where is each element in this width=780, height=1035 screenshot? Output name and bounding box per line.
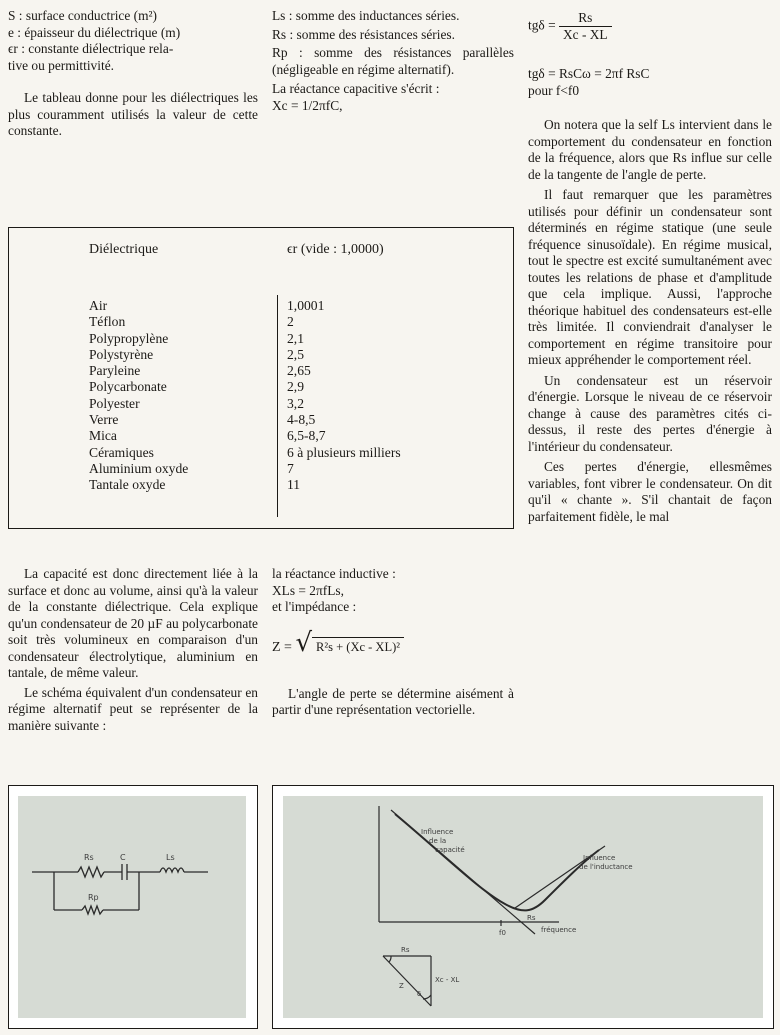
- reactance-intro: La réactance capacitive s'écrit :: [272, 81, 440, 96]
- label-frequence: fréquence: [541, 926, 577, 934]
- table-row-dielectric: Tantale oxyde: [89, 477, 166, 493]
- circuit-panel: [18, 796, 246, 1018]
- paragraph-capacity: La capacité est donc directement liée à la surface et donc au volume, ainsi qu'à la valeur de la constante diélectrique. Cela explique qu'un condensateur de 20 µF au polycarbonate soit très volumineux en comparaison d'un condensateur électrolytique, aluminium en tantale, de même valeur.: [8, 566, 258, 680]
- paragraph-vibration: Ces pertes d'énergie, ellesmêmes variables, font vibrer le condensateur. On dit qu'il « chante ». S'il chantait de façon parfaitement fidèle, le mal: [528, 459, 772, 524]
- paragraph-self: On notera que la self Ls intervient dans le comportement du condensateur en fonction de la fréquence, alors que Rs influe sur celle de la tangente de l'angle de perte.: [528, 117, 772, 182]
- table-row-value: 6,5-8,7: [287, 428, 326, 444]
- column-2-bottom: [272, 566, 514, 719]
- impedance-radicand: R²s + (Xc - XL)²: [312, 637, 404, 654]
- inductor-ls: [160, 868, 184, 872]
- graph-panel: [283, 796, 763, 1018]
- table-divider: [277, 295, 278, 517]
- definition-er: ϵr : constante diélectrique rela-: [8, 41, 174, 56]
- table-row-value: 2,5: [287, 346, 304, 362]
- sqrt-symbol: √: [295, 627, 313, 658]
- table-row-value: 11: [287, 477, 301, 493]
- label-vector-z: Z: [399, 982, 404, 990]
- eq1-lhs: tgδ =: [528, 17, 556, 33]
- impedance-formula: [272, 628, 514, 662]
- label-influence-capacite-1: Influence: [421, 828, 454, 836]
- column-1-top: [8, 8, 258, 140]
- angle-arc-top: [389, 956, 391, 962]
- table-row-dielectric: Verre: [89, 412, 119, 428]
- label-ls: Ls: [166, 853, 175, 862]
- table-row-value: 2,9: [287, 379, 304, 395]
- table-row-dielectric: Mica: [89, 428, 117, 444]
- circuit-figure: [8, 785, 258, 1029]
- table-row-value: 3,2: [287, 395, 304, 411]
- table-row-dielectric: Téflon: [89, 314, 126, 330]
- label-f0: f0: [499, 929, 506, 937]
- dielectric-table: [8, 227, 514, 529]
- table-row-value: 7: [287, 460, 294, 476]
- column-3: [528, 10, 772, 525]
- table-row-value: 2: [287, 314, 294, 330]
- loss-graph-figure: [272, 785, 774, 1029]
- definition-rp: Rp : somme des résistances parallèles (négligeable en régime alternatif).: [272, 45, 514, 77]
- table-row-dielectric: Paryleine: [89, 363, 141, 379]
- table-row-value: 2,1: [287, 330, 304, 346]
- table-row-value: 1,0001: [287, 298, 325, 313]
- table-header-permittivity: ϵr (vide : 1,0000): [287, 242, 384, 257]
- table-row-dielectric: Polystyrène: [89, 346, 154, 362]
- label-influence-inductance-1: Influence: [583, 854, 616, 862]
- reactance-formula: Xc = 1/2πfC,: [272, 97, 343, 113]
- eq1-fraction: [559, 10, 612, 43]
- intro-paragraph: Le tableau donne pour les diélectriques les plus couramment utilisés la valeur de cette constante.: [8, 90, 258, 138]
- definition-s: S : surface conductrice (m²): [8, 8, 158, 23]
- label-vector-x: Xc - XL: [435, 976, 460, 984]
- equivalent-circuit-diagram: [18, 796, 246, 1018]
- loss-equation-1: [528, 10, 772, 46]
- eq1-denominator: Xc - XL: [562, 27, 608, 42]
- definition-er-cont: tive ou permittivité.: [8, 57, 114, 73]
- label-influence-inductance-2: de l'inductance: [579, 863, 633, 871]
- label-vector-rs: Rs: [401, 946, 410, 954]
- table-row-dielectric: Aluminium oxyde: [89, 460, 189, 476]
- label-delta: δ: [417, 990, 422, 998]
- frequency-response-graph: [283, 796, 763, 1018]
- label-rp: Rp: [88, 893, 99, 902]
- impedance-intro: et l'impédance :: [272, 599, 357, 614]
- inductive-formula: XLs = 2πfLs,: [272, 582, 344, 598]
- label-influence-capacite-2: de la: [429, 837, 447, 845]
- label-rs: Rs: [84, 853, 94, 862]
- paragraph-angle: L'angle de perte se détermine aisément à partir d'une représentation vectorielle.: [272, 685, 514, 717]
- table-names-column: [89, 298, 188, 494]
- resistor-rp: [82, 906, 103, 914]
- table-row-value: 4-8,5: [287, 412, 316, 428]
- table-row-dielectric: Polyester: [89, 395, 140, 411]
- definition-rs: Rs : somme des résistances séries.: [272, 26, 455, 42]
- paragraph-schema: Le schéma équivalent d'un condensateur en régime alternatif peut se représenter de la manière suivante :: [8, 684, 258, 733]
- table-header-dielectric: Diélectrique: [89, 242, 159, 257]
- loss-equation-condition: pour f<f0: [528, 82, 580, 98]
- paragraph-static: Il faut remarquer que les paramètres utilisés pour définir un condensateur sont déterminés en régime statique (une seule fréquence sinusoïdale). En régime musical, tout le spectre est excité sumultanément avec toutes les relations de phase et d'amplitude que cela implique. Aussi, l'approche théorique habituel des condensateurs est-elle très limitée. Il conviendrait d'analyser le comportement en régime transitoire pour mieux appréhender le comportement réel.: [528, 187, 772, 367]
- label-influence-capacite-3: capacité: [435, 846, 465, 854]
- table-row-dielectric: Polypropylène: [89, 330, 169, 346]
- angle-arc-bottom: [423, 995, 431, 999]
- table-row-dielectric: Polycarbonate: [89, 379, 167, 395]
- inductive-intro: la réactance inductive :: [272, 566, 396, 581]
- impedance-lhs: Z =: [272, 639, 292, 655]
- eq1-numerator: Rs: [559, 10, 612, 27]
- definition-e: e : épaisseur du diélectrique (m): [8, 24, 181, 40]
- label-c: C: [120, 853, 126, 862]
- table-row-value: 6 à plusieurs milliers: [287, 444, 401, 460]
- table-row-dielectric: Air: [89, 298, 108, 313]
- column-1-bottom: [8, 566, 258, 734]
- table-row-value: 2,65: [287, 363, 311, 379]
- column-2-top: [272, 8, 514, 114]
- table-values-column: [287, 298, 401, 494]
- definition-ls: Ls : somme des inductances séries.: [272, 8, 460, 23]
- paragraph-reservoir: Un condensateur est un réservoir d'énergie. Lorsque le niveau de ce réservoir change à cause des paramètres cités ci-dessus, il reste des pertes d'énergie à l'intérieur du condensateur.: [528, 372, 772, 454]
- loss-equation-2: tgδ = RsCω = 2πf RsC: [528, 66, 650, 81]
- table-row-dielectric: Céramiques: [89, 444, 154, 460]
- label-rs-graph: Rs: [527, 914, 536, 922]
- resistor-rs: [78, 867, 104, 877]
